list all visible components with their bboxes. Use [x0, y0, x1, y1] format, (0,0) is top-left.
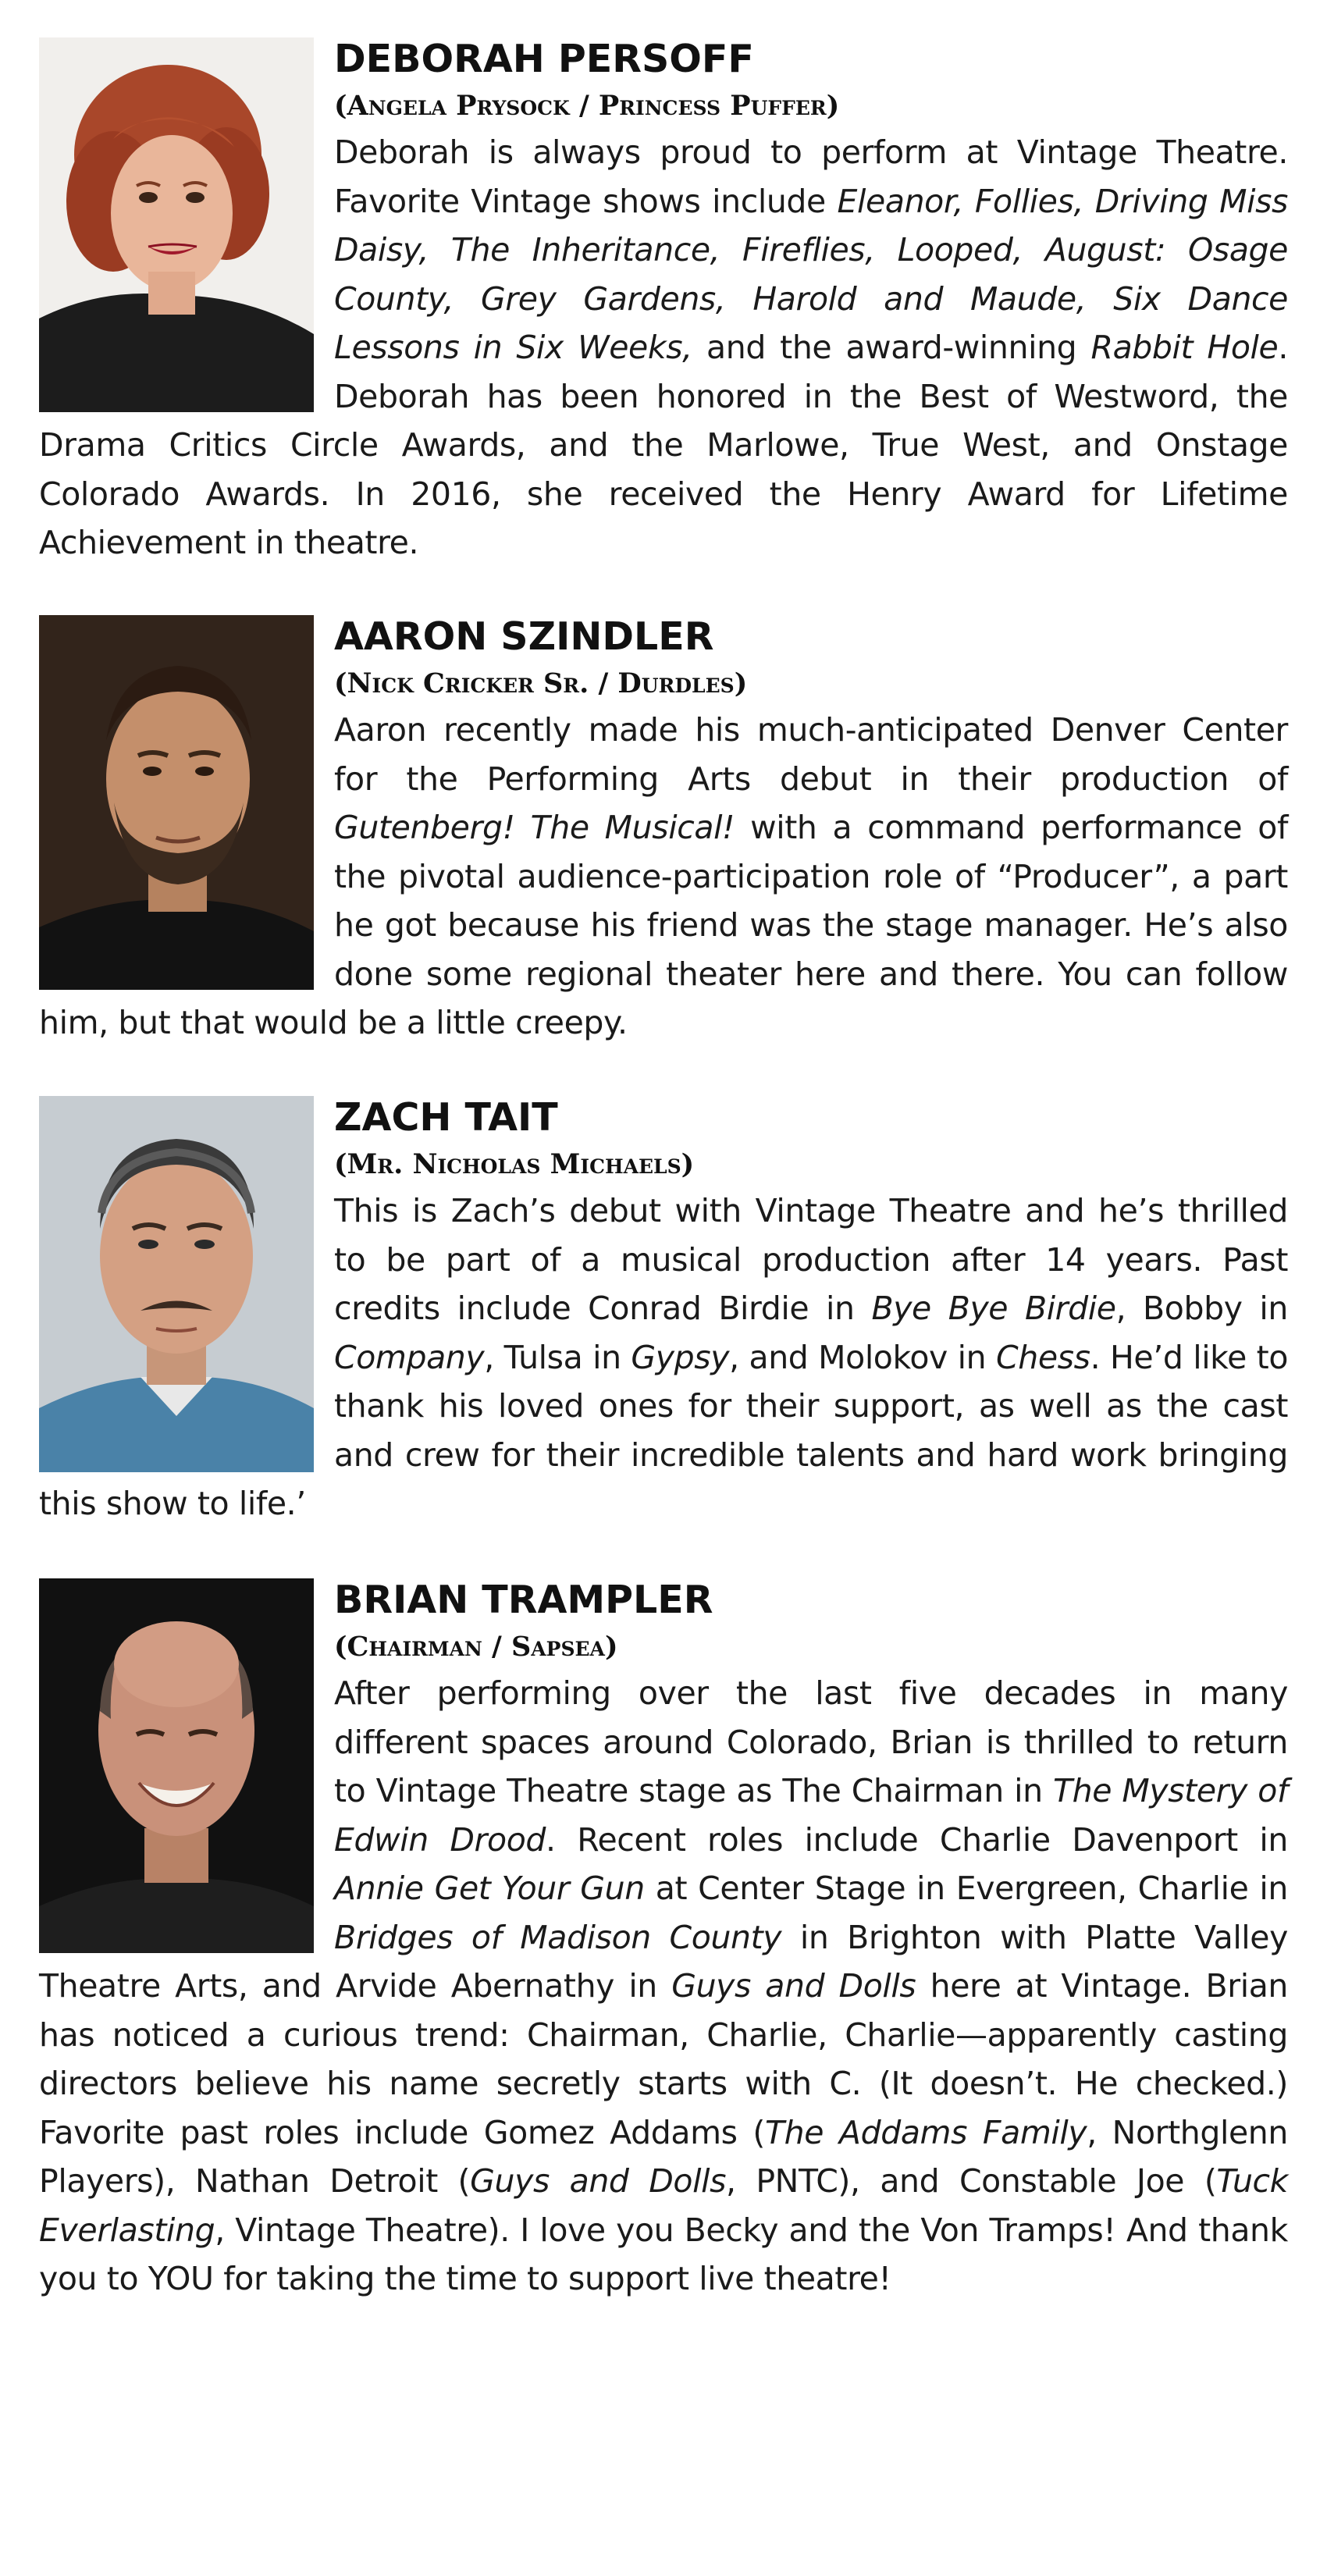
headshot-woman-red-hair: [39, 37, 314, 412]
bio-zach-tait: [39, 1096, 1288, 1528]
bio-title-italic: Bye Bye Birdie: [871, 1290, 1116, 1327]
bio-brian-trampler: [39, 1578, 1288, 2304]
bio-text-run: , Bobby in: [1115, 1290, 1288, 1327]
bio-text-run: and the award-winning: [692, 329, 1091, 366]
bio-text-run: at Center Stage in Evergreen, Charlie in: [644, 1870, 1288, 1907]
cast-name: ZACH TAIT: [334, 1095, 558, 1140]
cast-role: (Angela Prysock / Princess Puffer): [334, 90, 840, 122]
cast-role: (Chairman / Sapsea): [334, 1631, 618, 1663]
bio-text-run: here at Vintage. Brian has noticed a curious trend: Chairman, Charlie, Charlie—apparently casting directors believe his name secretly starts with C. (It doesn’t. He checked.) Favorite past roles include Gomez Addams (: [39, 1967, 1289, 2151]
headshot-photo: [39, 37, 314, 412]
bio-text-run: . Recent roles include Charlie Davenport in: [546, 1820, 1288, 1859]
bio-text-run: Deborah is always proud to perform at Vintage Theatre. Favorite Vintage shows include: [334, 133, 1288, 220]
bio-title-italic: Guys and Dolls: [470, 2162, 727, 2200]
headshot-photo: [39, 615, 314, 990]
headshot-photo: [39, 1578, 314, 1953]
bio-title-italic: Eleanor, Follies, Driving Miss Daisy, The Inheritance, Fireflies, Looped, August: Osage County, Grey Gardens, Harold and Maude, Six Dance Lessons in Six Weeks,: [334, 182, 1288, 366]
cast-role: (Nick Cricker Sr. / Durdles): [334, 667, 748, 699]
bio-text-run: . He’d like to thank his loved ones for their support, as well as the cast and crew for their incredible talents and hard work bringing this show to life.’: [39, 1338, 1288, 1522]
bio-text-run: After performing over the last five decades in many different spaces around Colorado, Brian is thrilled to return to Vintage Theatre stage as The Chairman in: [334, 1674, 1288, 1809]
bio-text-run: with a command performance of the pivotal audience-participation role of “Producer”, a part he got because his friend was the stage manager. He’s also done some regional theater here and there. You can follow him, but that would be a little creepy.: [39, 809, 1288, 1041]
bio-title-italic: Gypsy: [631, 1338, 730, 1376]
bio-title-italic: Company: [334, 1338, 485, 1376]
bio-title-italic: Rabbit Hole: [1090, 329, 1279, 366]
bio-deborah-persoff: [39, 37, 1288, 568]
bio-text-run: Aaron recently made his much-anticipated Denver Center for the Performing Arts debut in their production of: [334, 711, 1288, 798]
bio-text-run: . Deborah has been honored in the Best of Westword, the Drama Critics Circle Awards, and the Marlowe, True West, and Onstage Colorado Awards. In 2016, she received the Henry Award for Lifetime Achievement in theatre.: [39, 329, 1288, 561]
cast-name: AARON SZINDLER: [334, 614, 714, 659]
bio-title-italic: Guys and Dolls: [671, 1967, 916, 2005]
bio-text-run: This is Zach’s debut with Vintage Theatre and he’s thrilled to be part of a musical production after 14 years. Past credits include Conrad Birdie in: [334, 1192, 1288, 1327]
headshot-man-beard: [39, 615, 314, 990]
bio-title-italic: The Mystery of Edwin Drood: [334, 1772, 1288, 1859]
headshot-man-smiling: [39, 1578, 314, 1953]
bio-aaron-szindler: [39, 615, 1288, 1048]
cast-name: BRIAN TRAMPLER: [334, 1578, 713, 1622]
bio-text-run: in Brighton with Platte Valley Theatre Arts, and Arvide Abernathy in: [39, 1918, 1288, 2005]
bio-title-italic: Gutenberg! The Musical!: [334, 809, 735, 846]
bio-text-run: , and Molokov in: [729, 1338, 996, 1376]
bio-title-italic: The Addams Family: [765, 2113, 1087, 2151]
bio-title-italic: Annie Get Your Gun: [334, 1870, 645, 1907]
headshot-photo: [39, 1096, 314, 1472]
bio-text-run: , Northglenn Players), Nathan Detroit (: [39, 2113, 1288, 2200]
headshot-man-mustache: [39, 1096, 314, 1472]
cast-name: DEBORAH PERSOFF: [334, 37, 754, 81]
bio-title-italic: Bridges of Madison County: [334, 1918, 782, 1956]
bio-text-run: , Tulsa in: [484, 1338, 631, 1376]
bio-title-italic: Tuck Everlasting: [39, 2162, 1289, 2249]
cast-role: (Mr. Nicholas Michaels): [334, 1148, 695, 1180]
bio-text-run: , PNTC), and Constable Joe (: [726, 2162, 1217, 2200]
bio-title-italic: Chess: [996, 1338, 1090, 1376]
bio-text-run: , Vintage Theatre). I love you Becky and the Von Tramps! And thank you to YOU for taking the time to support live theatre!: [39, 2211, 1288, 2297]
